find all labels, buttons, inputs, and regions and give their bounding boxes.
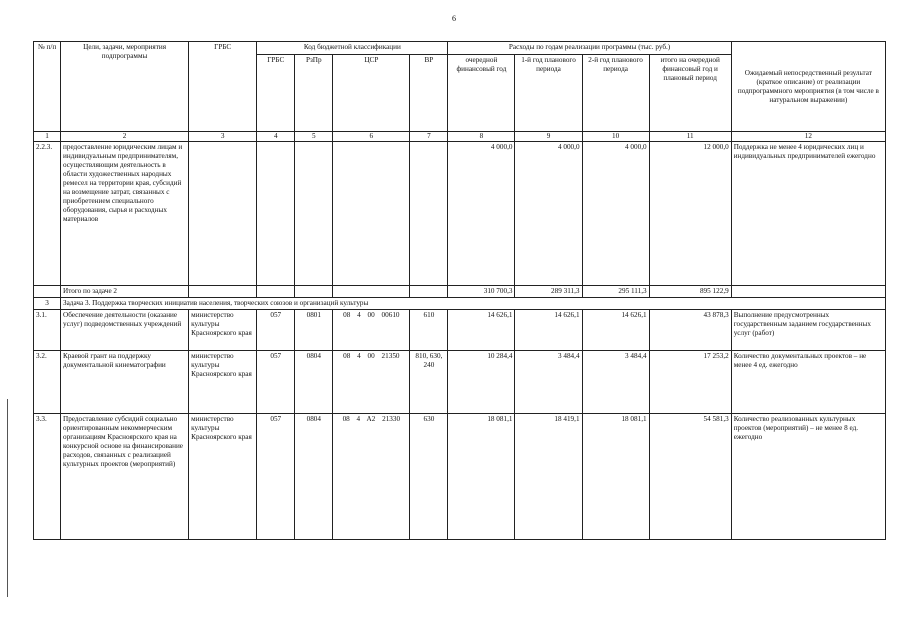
subtotal-label: Итого по задаче 2 bbox=[61, 286, 189, 298]
col-number: 1 bbox=[34, 132, 61, 142]
row-name: предоставление юридическим лицам и индивидуальным предпринимателям, осуществляющим деятельность в области художественных народных ремесел на территории края, субсидий на возмещение затрат, связанных с приобретением специального оборудования, сырья и расходных материалов bbox=[61, 142, 189, 286]
empty-cell bbox=[333, 142, 410, 286]
value-year2: 14 626,1 bbox=[515, 310, 582, 351]
header-goals: Цели, задачи, мероприятия подпрограммы bbox=[61, 42, 189, 132]
value-year2: 4 000,0 bbox=[515, 142, 582, 286]
header-result: Ожидаемый непосредственный результат (краткое описание) от реализации подпрограммного мероприятия (в том числе в натуральном выражении) bbox=[731, 42, 885, 132]
empty-cell bbox=[257, 286, 295, 298]
col-number: 5 bbox=[295, 132, 333, 142]
col-number: 10 bbox=[582, 132, 649, 142]
header-year3: 2-й год планового периода bbox=[582, 55, 649, 132]
empty-cell bbox=[333, 286, 410, 298]
margin-line bbox=[7, 399, 8, 597]
empty-cell bbox=[189, 286, 257, 298]
row-result: Количество документальных проектов – не менее 4 ед. ежегодно bbox=[731, 351, 885, 414]
row-vr: 610 bbox=[410, 310, 448, 351]
col-number: 12 bbox=[731, 132, 885, 142]
col-number: 8 bbox=[448, 132, 515, 142]
empty-cell bbox=[189, 142, 257, 286]
table-row-subtotal bbox=[34, 286, 886, 298]
value-year1: 18 081,1 bbox=[448, 414, 515, 540]
header-num: № п/п bbox=[34, 42, 61, 132]
empty-cell bbox=[410, 142, 448, 286]
row-rzpr: 0801 bbox=[295, 310, 333, 351]
value-year2: 18 419,1 bbox=[515, 414, 582, 540]
task-heading: Задача 3. Поддержка творческих инициатив населения, творческих союзов и организаций культуры bbox=[61, 298, 886, 310]
row-name: Обеспечение деятельности (оказание услуг) подведомственных учреждений bbox=[61, 310, 189, 351]
row-number: 3 bbox=[34, 298, 61, 310]
row-result: Количество реализованных культурных проектов (мероприятий) – не менее 8 ед. ежегодно bbox=[731, 414, 885, 540]
row-rzpr: 0804 bbox=[295, 351, 333, 414]
col-number: 2 bbox=[61, 132, 189, 142]
row-number: 3.2. bbox=[34, 351, 61, 414]
table-row bbox=[34, 142, 886, 286]
header-year2: 1-й год планового периода bbox=[515, 55, 582, 132]
row-rzpr: 0804 bbox=[295, 414, 333, 540]
header-expenses: Расходы по годам реализации программы (тыс. руб.) bbox=[448, 42, 731, 55]
row-number: 3.1. bbox=[34, 310, 61, 351]
value-total: 43 878,3 bbox=[649, 310, 731, 351]
row-csr: 08 4 A2 21330 bbox=[333, 414, 410, 540]
table-row-task bbox=[34, 298, 886, 310]
page-number: 6 bbox=[452, 14, 456, 23]
empty-cell bbox=[295, 142, 333, 286]
col-number: 6 bbox=[333, 132, 410, 142]
value-year2: 3 484,4 bbox=[515, 351, 582, 414]
value-total: 895 122,9 bbox=[649, 286, 731, 298]
header-rzpr: РзПр bbox=[295, 55, 333, 132]
table-row bbox=[34, 351, 886, 414]
empty-cell bbox=[410, 286, 448, 298]
row-number: 3.3. bbox=[34, 414, 61, 540]
row-result: Поддержка не менее 4 юридических лиц и индивидуальных предпринимателей ежегодно bbox=[731, 142, 885, 286]
row-vr: 630 bbox=[410, 414, 448, 540]
row-name: Предоставление субсидий социально ориентированным некоммерческим организациям Красноярского края на конкурсной основе на финансирование расходов, связанных с реализацией культурных проектов (мероприятий) bbox=[61, 414, 189, 540]
value-year3: 3 484,4 bbox=[582, 351, 649, 414]
empty-cell bbox=[34, 286, 61, 298]
row-grbs: 057 bbox=[257, 414, 295, 540]
col-number: 3 bbox=[189, 132, 257, 142]
table-row bbox=[34, 414, 886, 540]
row-result: Выполнение предусмотренных государственным заданием государственных услуг (работ) bbox=[731, 310, 885, 351]
header-year1: очередной финансовый год bbox=[448, 55, 515, 132]
value-year2: 289 311,3 bbox=[515, 286, 582, 298]
program-table bbox=[33, 41, 886, 540]
row-number: 2.2.3. bbox=[34, 142, 61, 286]
header-grbs-code: ГРБС bbox=[257, 55, 295, 132]
value-total: 17 253,2 bbox=[649, 351, 731, 414]
value-total: 12 000,0 bbox=[649, 142, 731, 286]
row-csr: 08 4 00 21350 bbox=[333, 351, 410, 414]
col-number: 11 bbox=[649, 132, 731, 142]
empty-cell bbox=[257, 142, 295, 286]
header-total: итого на очередной финансовый год и плановый период bbox=[649, 55, 731, 132]
header-csr: ЦСР bbox=[333, 55, 410, 132]
row-grbs-name: министерство культуры Красноярского края bbox=[189, 310, 257, 351]
row-name: Краевой грант на поддержку документальной кинематографии bbox=[61, 351, 189, 414]
row-vr: 810, 630, 240 bbox=[410, 351, 448, 414]
row-grbs: 057 bbox=[257, 351, 295, 414]
header-vr: ВР bbox=[410, 55, 448, 132]
col-number: 9 bbox=[515, 132, 582, 142]
value-year3: 4 000,0 bbox=[582, 142, 649, 286]
empty-cell bbox=[731, 286, 885, 298]
col-number: 4 bbox=[257, 132, 295, 142]
row-grbs-name: министерство культуры Красноярского края bbox=[189, 414, 257, 540]
value-year1: 10 284,4 bbox=[448, 351, 515, 414]
header-grbs: ГРБС bbox=[189, 42, 257, 132]
value-year1: 4 000,0 bbox=[448, 142, 515, 286]
col-number: 7 bbox=[410, 132, 448, 142]
table-row bbox=[34, 310, 886, 351]
row-grbs: 057 bbox=[257, 310, 295, 351]
header-kbk: Код бюджетной классификации bbox=[257, 42, 448, 55]
empty-cell bbox=[295, 286, 333, 298]
row-csr: 08 4 00 00610 bbox=[333, 310, 410, 351]
value-total: 54 581,3 bbox=[649, 414, 731, 540]
value-year1: 310 700,3 bbox=[448, 286, 515, 298]
value-year3: 295 111,3 bbox=[582, 286, 649, 298]
value-year3: 18 081,1 bbox=[582, 414, 649, 540]
value-year1: 14 626,1 bbox=[448, 310, 515, 351]
value-year3: 14 626,1 bbox=[582, 310, 649, 351]
row-grbs-name: министерство культуры Красноярского края bbox=[189, 351, 257, 414]
